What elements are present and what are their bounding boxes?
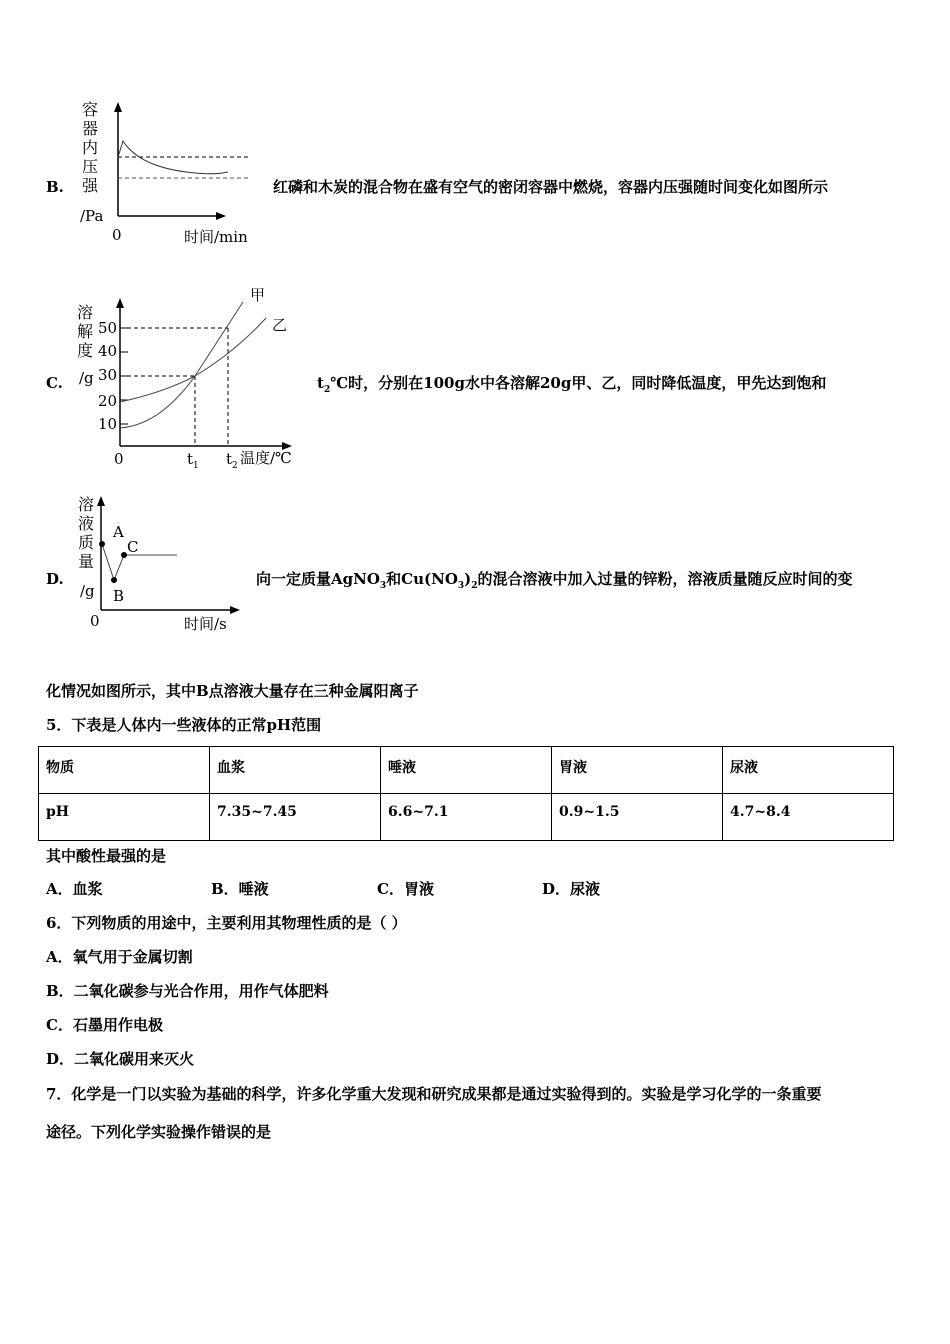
- graph-b-xlabel: 时间/min: [184, 228, 248, 246]
- graph-c-origin: 0: [114, 450, 124, 468]
- option-b-label: B.: [46, 178, 64, 196]
- table-header-cell: 物质: [39, 747, 210, 794]
- q5-option-a: A．血浆: [46, 880, 103, 898]
- graph-b-ylabel: 容器内压强: [82, 100, 99, 195]
- table-header-cell: 胃液: [552, 747, 723, 794]
- graph-c-xlabel: 温度/℃: [240, 449, 292, 467]
- graph-d-ylabel: 溶液质量: [78, 495, 95, 571]
- table-cell: 4.7~8.4: [723, 794, 894, 841]
- q5-question: 其中酸性最强的是: [46, 847, 167, 865]
- table-cell: 7.35~7.45: [210, 794, 381, 841]
- q6-option-d: D．二氧化碳用来灭火: [46, 1050, 195, 1068]
- ph-table: [38, 746, 894, 841]
- q7-stem-line2: 途径。下列化学实验操作错误的是: [46, 1123, 272, 1141]
- graph-c-ylabel: 溶解度: [77, 303, 94, 360]
- table-cell: pH: [39, 794, 210, 841]
- graph-d-point-c: C: [127, 538, 139, 556]
- table-header-cell: 血浆: [210, 747, 381, 794]
- graph-d-yunit: /g: [80, 582, 95, 600]
- option-d-text-cont: 化情况如图所示，其中B点溶液大量存在三种金属阳离子: [46, 682, 419, 700]
- table-cell: 0.9~1.5: [552, 794, 723, 841]
- option-c-label: C.: [46, 374, 63, 392]
- q7-stem-line1: 7．化学是一门以实验为基础的科学，许多化学重大发现和研究成果都是通过实验得到的。实验是学习化学的一条重要: [46, 1085, 822, 1103]
- graph-d-origin: 0: [90, 612, 100, 630]
- graph-d-plot: [0, 0, 1, 1]
- q6-option-c: C．石墨用作电极: [46, 1016, 163, 1034]
- graph-b-yunit: /Pa: [80, 207, 104, 225]
- q6-option-a: A．氧气用于金属切割: [46, 948, 193, 966]
- q5-option-c: C．胃液: [377, 880, 434, 898]
- graph-c-ytick: 50: [98, 319, 118, 337]
- graph-c-series-jia: 甲: [250, 286, 266, 304]
- graph-b-origin: 0: [112, 226, 122, 244]
- q6-option-b: B．二氧化碳参与光合作用，用作气体肥料: [46, 982, 329, 1000]
- table-header-row: [39, 747, 894, 794]
- q5-option-b: B．唾液: [211, 880, 269, 898]
- option-c-text: $t_2℃$时，分别在100g水中各溶解20g甲、乙，同时降低温度，甲先达到饱和: [317, 374, 827, 395]
- q6-stem: 6．下列物质的用途中，主要利用其物理性质的是（ ）: [46, 914, 407, 932]
- graph-c-t1: $t_1$: [187, 450, 199, 471]
- table-header-cell: 唾液: [381, 747, 552, 794]
- option-d-text: 向一定质量AgNO$_3$和$Cu(NO_3)_2$的混合溶液中加入过量的锌粉，溶液质量随反应时间的变: [256, 570, 853, 591]
- option-d-label: D.: [46, 570, 64, 588]
- graph-d-xlabel: 时间/s: [184, 615, 227, 633]
- table-cell: 6.6~7.1: [381, 794, 552, 841]
- q5-option-d: D．尿液: [542, 880, 601, 898]
- table-row: [39, 794, 894, 841]
- graph-c-t2: $t_2$: [226, 450, 238, 471]
- graph-d-point-a: A: [113, 523, 124, 541]
- graph-c-ytick: 40: [98, 342, 118, 360]
- graph-c-series-yi: 乙: [272, 316, 288, 334]
- graph-c-ytick: 30: [98, 366, 118, 384]
- option-b-text: 红磷和木炭的混合物在盛有空气的密闭容器中燃烧，容器内压强随时间变化如图所示: [273, 178, 829, 196]
- graph-c-yunit: /g: [79, 369, 94, 387]
- graph-c-ytick: 10: [98, 415, 118, 433]
- graph-d-point-b: B: [113, 587, 125, 605]
- table-header-cell: 尿液: [723, 747, 894, 794]
- graph-c-ytick: 20: [98, 392, 118, 410]
- q5-stem: 5．下表是人体内一些液体的正常pH范围: [46, 716, 322, 734]
